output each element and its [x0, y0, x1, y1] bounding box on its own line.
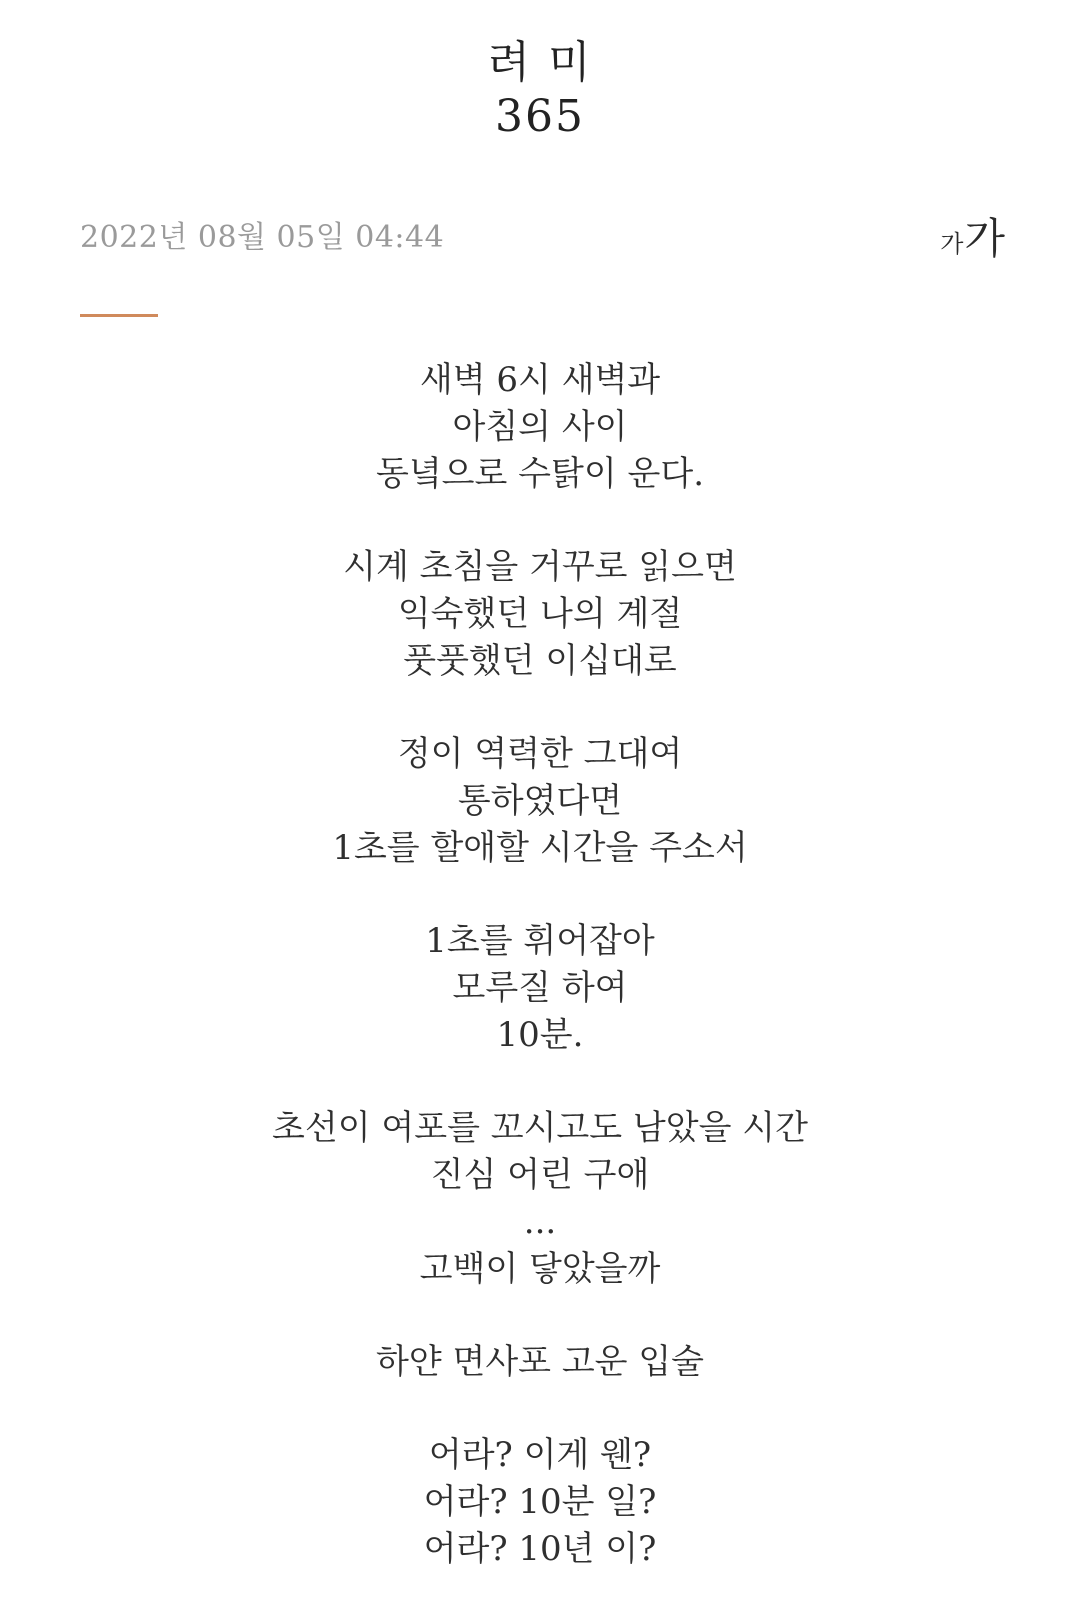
poem-line: 어라? 10분 일?: [423, 1482, 657, 1522]
poem-stanza: [0, 1105, 1080, 1293]
font-size-button[interactable]: [940, 214, 1005, 263]
poem-line: 새벽 6시 새벽과: [419, 360, 661, 400]
poem-line: 1초를 휘어잡아: [425, 921, 655, 961]
poem-stanza: [0, 1339, 1080, 1386]
title-number: 365: [495, 91, 585, 142]
font-size-large-icon: 가: [964, 214, 1005, 263]
poem-stanza: [0, 1432, 1080, 1573]
poem-line: 고백이 닿았을까: [419, 1249, 661, 1289]
accent-divider: [80, 314, 158, 317]
poem-line: 하얀 면사포 고운 입술: [375, 1342, 705, 1382]
poem-line: 1초를 할애할 시간을 주소서: [332, 828, 748, 868]
poem-stanza: [0, 357, 1080, 498]
poem-line: 초선이 여포를 꼬시고도 남았을 시간: [272, 1108, 808, 1148]
poem-stanza: [0, 918, 1080, 1059]
poem-line: 정이 역력한 그대여: [397, 734, 683, 774]
poem-line: 통하였다면: [457, 781, 623, 821]
title-author: 려 미: [487, 37, 593, 88]
poem-line: 아침의 사이: [452, 407, 628, 447]
poem-stanza: [0, 731, 1080, 872]
poem-line: 어라? 10년 이?: [423, 1529, 657, 1569]
post-date: 2022년 08월 05일 04:44: [80, 220, 445, 255]
poem-line: 풋풋했던 이십대로: [403, 641, 677, 681]
poem-stanza: [0, 544, 1080, 685]
poem-line: 익숙했던 나의 계절: [397, 594, 683, 634]
poem-line: 10분.: [496, 1015, 584, 1055]
poem-line: 모루질 하여: [452, 968, 628, 1008]
poem-line: ...: [523, 1202, 557, 1242]
post-meta: [80, 206, 1005, 276]
font-size-small-icon: 가: [940, 230, 964, 258]
poem-line: 동녘으로 수탉이 운다.: [375, 454, 705, 494]
poem-line: 어라? 이게 웬?: [428, 1435, 652, 1475]
post-title: [0, 36, 1080, 144]
poem-line: 시계 초침을 거꾸로 읽으면: [343, 547, 737, 587]
poem-line: 진심 어린 구애: [430, 1155, 650, 1195]
poem-body: [0, 357, 1080, 1619]
